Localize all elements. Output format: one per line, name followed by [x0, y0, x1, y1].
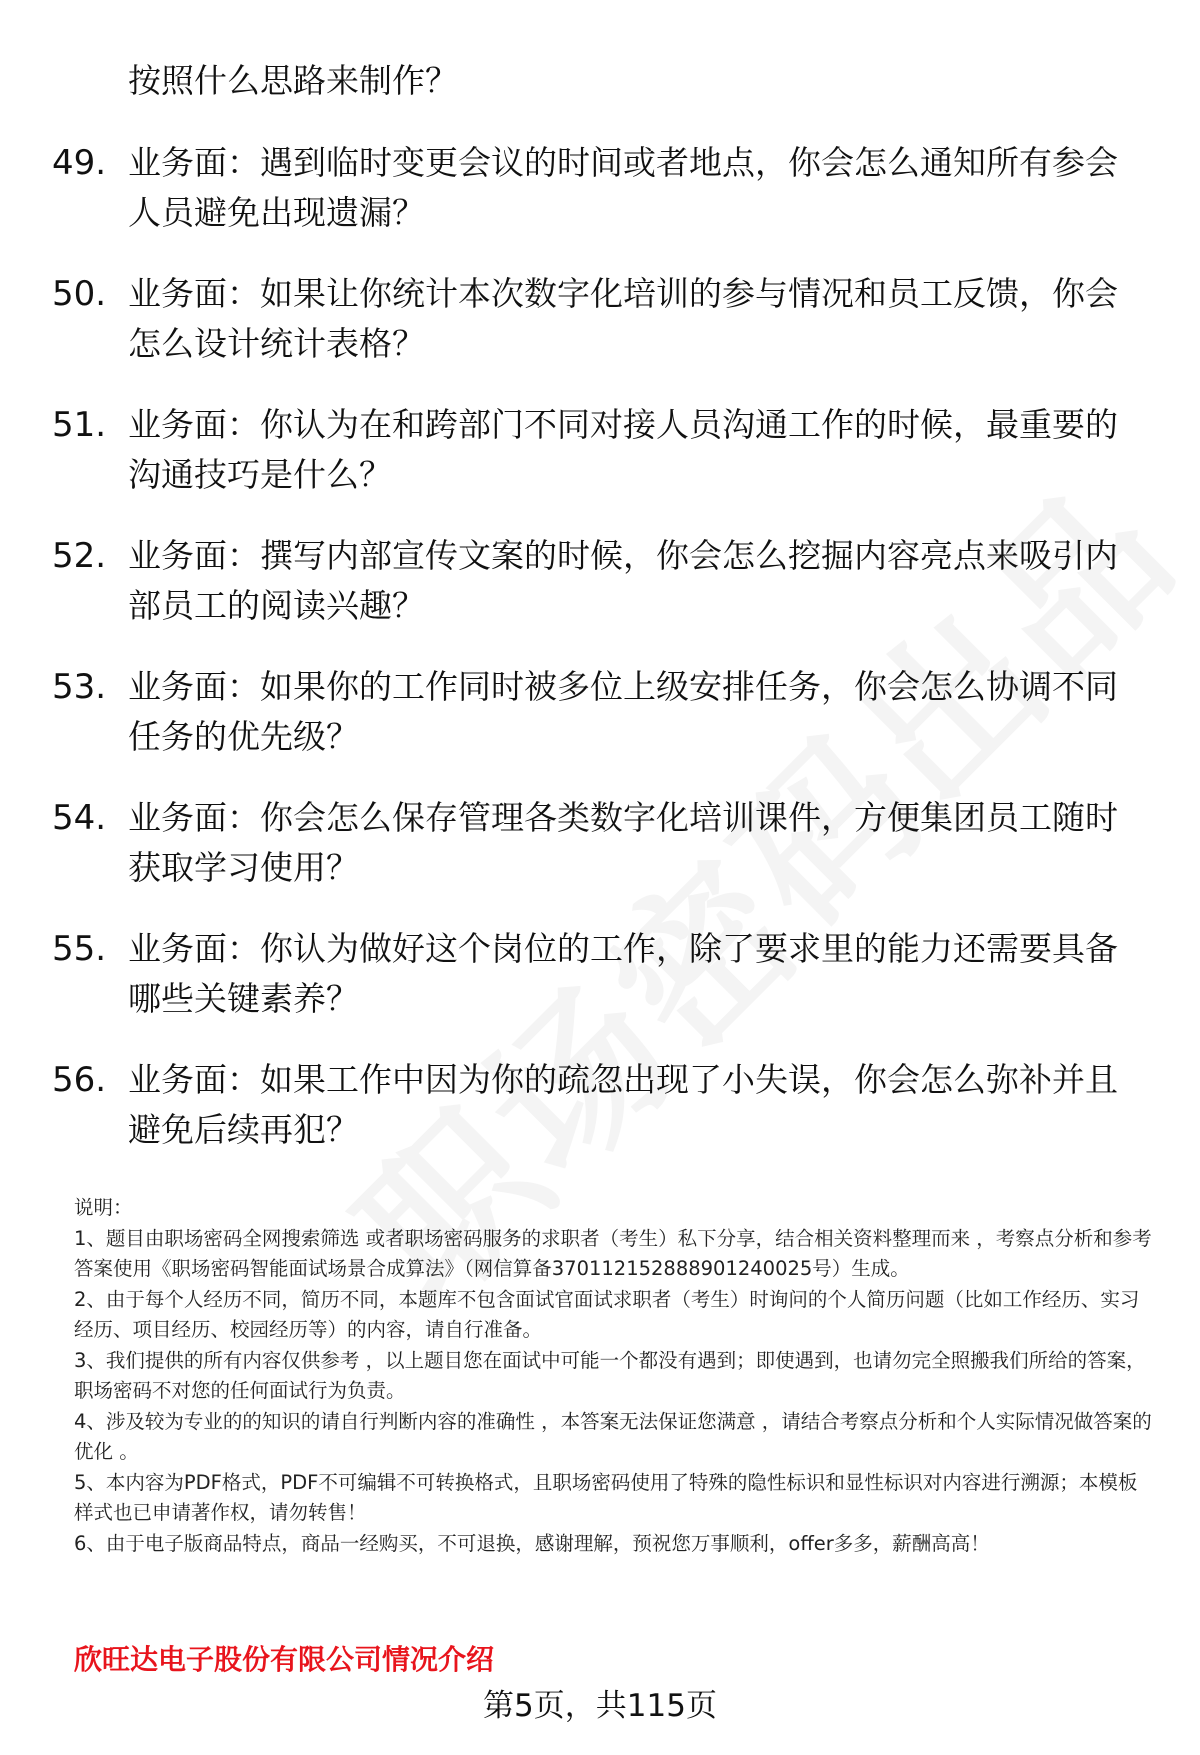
notes-section: [74, 1193, 1154, 1559]
question-text: 业务面：你会怎么保存管理各类数字化培训课件，方便集团员工随时获取学习使用？: [128, 798, 1118, 887]
question-list: [0, 138, 1200, 1186]
question-item: [0, 793, 1200, 924]
question-item: [0, 138, 1200, 269]
question-item: [0, 400, 1200, 531]
question-number: 50.: [52, 274, 107, 314]
question-text: 业务面：如果让你统计本次数字化培训的参与情况和员工反馈，你会怎么设计统计表格？: [128, 274, 1118, 363]
question-text: 业务面：撰写内部宣传文案的时候，你会怎么挖掘内容亮点来吸引内部员工的阅读兴趣？: [128, 536, 1118, 625]
question-number: 55.: [52, 929, 107, 969]
company-title: 欣旺达电子股份有限公司情况介绍: [74, 1643, 495, 1676]
question-item: [0, 924, 1200, 1055]
note-item: 5、本内容为PDF格式，PDF不可编辑不可转换格式，且职场密码使用了特殊的隐性标识和显性标识对内容进行溯源；本模板样式也已申请著作权，请勿转售！: [74, 1470, 1138, 1524]
question-text: 业务面：遇到临时变更会议的时间或者地点，你会怎么通知所有参会人员避免出现遗漏？: [128, 143, 1118, 232]
question-number: 51.: [52, 405, 107, 445]
note-item: 4、涉及较为专业的的知识的请自行判断内容的准确性 ，本答案无法保证您满意 ，请结合考察点分析和个人实际情况做答案的优化 。: [74, 1409, 1152, 1463]
note-item: 2、由于每个人经历不同，简历不同，本题库不包含面试官面试求职者（考生）时询问的个人简历问题（比如工作经历、实习经历、项目经历、校园经历等）的内容，请自行准备。: [74, 1287, 1140, 1341]
notes-heading: 说明：: [74, 1196, 133, 1219]
note-item: 1、题目由职场密码全网搜索筛选 或者职场密码服务的求职者（考生）私下分享，结合相关资料整理而来 ，考察点分析和参考答案使用《职场密码智能面试场景合成算法》（网信算备370112152888901240025号）生成。: [74, 1226, 1152, 1280]
question-text: 业务面：如果工作中因为你的疏忽出现了小失误，你会怎么弥补并且避免后续再犯？: [128, 1060, 1118, 1149]
question-item: [0, 662, 1200, 793]
question-item: [0, 531, 1200, 662]
question-text: 业务面：如果你的工作同时被多位上级安排任务，你会怎么协调不同任务的优先级？: [128, 667, 1118, 756]
question-number: 54.: [52, 798, 107, 838]
question-number: 56.: [52, 1060, 107, 1100]
question-continuation: 按照什么思路来制作？: [128, 61, 458, 100]
note-item: 3、我们提供的所有内容仅供参考 ，以上题目您在面试中可能一个都没有遇到；即使遇到，也请勿完全照搬我们所给的答案，职场密码不对您的任何面试行为负责。: [74, 1348, 1146, 1402]
page-number: 第5页，共115页: [483, 1688, 717, 1724]
question-number: 49.: [52, 143, 107, 183]
question-text: 业务面：你认为在和跨部门不同对接人员沟通工作的时候，最重要的沟通技巧是什么？: [128, 405, 1118, 494]
question-number: 53.: [52, 667, 107, 707]
note-item: 6、由于电子版商品特点，商品一经购买，不可退换，感谢理解，预祝您万事顺利，offer多多，薪酬高高！: [74, 1531, 990, 1555]
question-number: 52.: [52, 536, 107, 576]
question-text: 业务面：你认为做好这个岗位的工作，除了要求里的能力还需要具备哪些关键素养？: [128, 929, 1118, 1018]
question-item: [0, 1055, 1200, 1186]
question-item: [0, 269, 1200, 400]
